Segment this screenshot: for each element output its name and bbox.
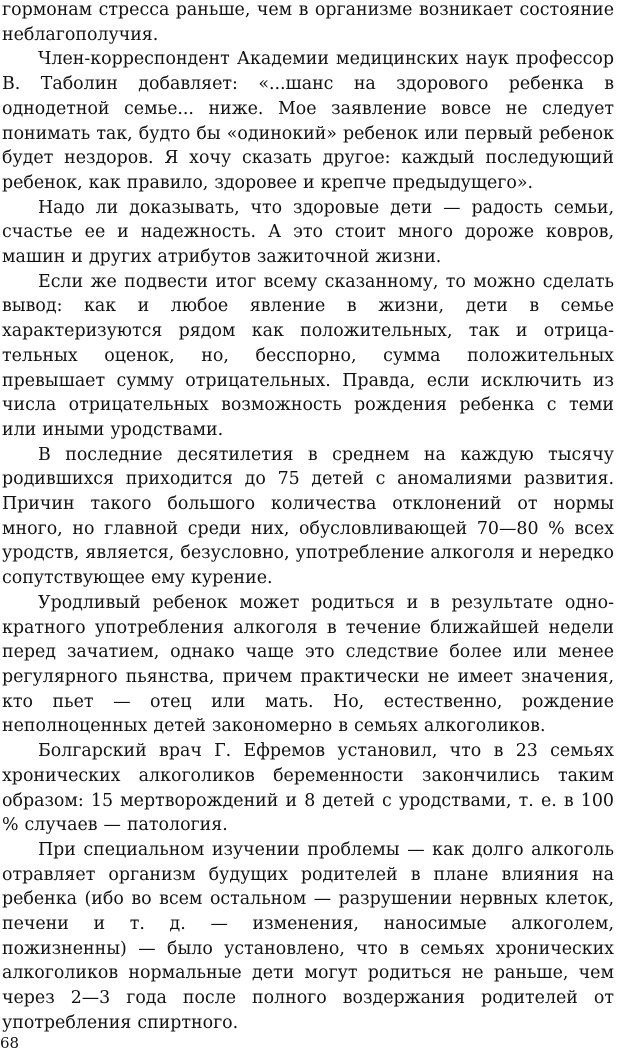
paragraph-7: Болгарский врач Г. Ефремов установил, что в 23 семьях хронических алкоголиков беременности закончились таким образом: 15 мертворождений и 8 детей с уродствами, т. е. в 100 % случаев — патология.	[2, 741, 614, 836]
paragraph-6: Уродливый ребенок может родиться и в результате однократного употребления алкоголя в течение ближайшей недели перед зачатием, однако чаще это следствие более или менее регулярного пьянства, причем практически не имеет значения, кто пьет — отец или мать. Но, естественно, рождение неполноценных детей закономерно в семьях алкоголиков.	[2, 592, 614, 737]
body-text	[2, 0, 614, 1036]
paragraph-2: Член-корреспондент Академии медицинских наук профессор В. Таболин добавляет: «...шанс на здорового ребенка в однодетной семье... ниже. Мое заявление вовсе не следует понимать так, будто бы «одинокий» ребенок или первый ребенок будет нездоров. Я хочу сказать другое: каждый последующий ребенок, как правило, здоровее и крепче предыдущего».	[2, 49, 614, 193]
paragraph-3: Надо ли доказывать, что здоровые дети — радость семьи, счастье ее и надежность. А это стоит много дороже ковров, машин и других атрибутов зажиточной жизни.	[2, 197, 614, 268]
paragraph-5: В последние десятилетия в среднем на каждую тысячу родившихся приходится до 75 детей с аномалиями развития. Причин такого большого количества отклонений от нормы много, но главной среди них, обусловливающей 70—80 % всех уродств, является, безусловно, употребление алкоголя и нередко сопутствующее ему курение.	[2, 444, 614, 589]
paragraph-1: гормонам стресса раньше, чем в организме возникает состояние неблагополучия.	[2, 0, 614, 45]
paragraph-8: При специальном изучении проблемы — как долго алкоголь отравляет организм будущих родителей в плане влияния на ребенка (ибо во всем остальном — разрушении нервных клеток, печени и т. д. — изменения, наносимые алкоголем, пожизненны) — было установлено, что в семьях хронических алкоголиков нормальные дети могут родиться не раньше, чем через 2—3 года после полного воздержания родителей от употребления спиртного.	[2, 839, 614, 1033]
page-number: 68	[0, 1034, 20, 1052]
paragraph-4: Если же подвести итог всему сказанному, то можно сделать вывод: как и любое явление в жизни, дети в семье характеризуются рядом как положительных, так и отрицательных оценок, но, бесспорно, сумма положительных превышает сумму отрицательных. Правда, если исключить из числа отрицательных возможность рождения ребенка с теми или иными уродствами.	[2, 271, 614, 440]
